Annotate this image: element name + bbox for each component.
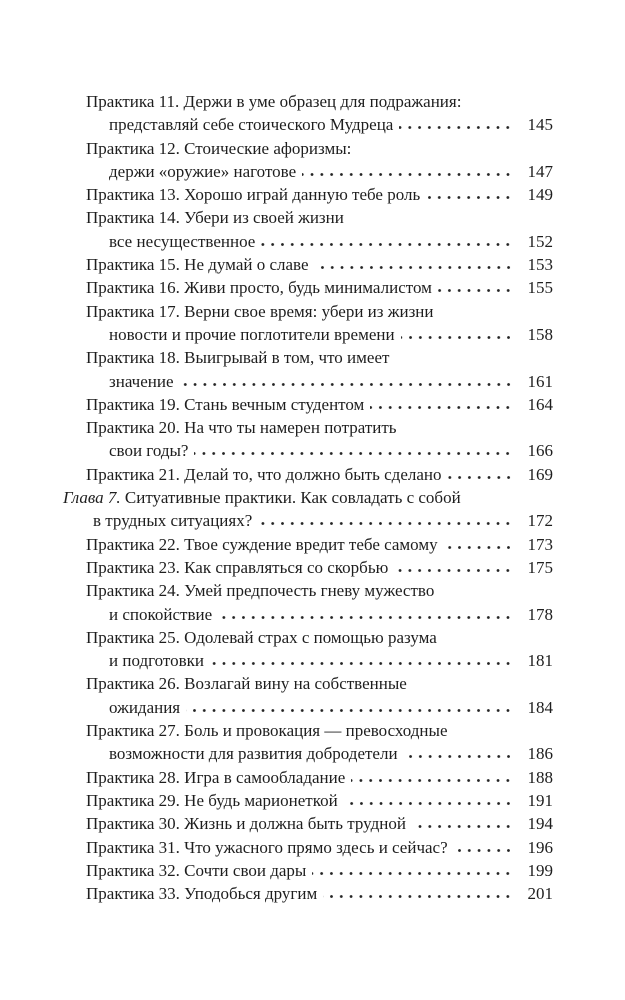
toc-entry bbox=[0, 859, 625, 882]
toc-line bbox=[0, 766, 625, 789]
practice-title: представляй себе стоического Мудреца bbox=[109, 115, 394, 135]
toc-entry bbox=[0, 766, 625, 789]
practice-title: Практика 22. Твое суждение вредит тебе самому bbox=[86, 534, 438, 554]
page-number: 145 bbox=[527, 115, 553, 135]
chapter-title: Глава 7. Ситуативные практики. Как совладать с собой bbox=[63, 488, 461, 508]
dot-leader bbox=[218, 615, 513, 620]
toc-entry bbox=[0, 416, 625, 463]
toc-line bbox=[0, 812, 625, 835]
toc-line bbox=[0, 439, 625, 462]
dot-leader bbox=[426, 195, 513, 200]
dot-leader bbox=[315, 265, 513, 270]
practice-title: Практика 29. Не будь марионеткой bbox=[86, 790, 338, 810]
toc-line bbox=[0, 603, 625, 626]
dot-leader bbox=[351, 778, 513, 783]
toc-line bbox=[0, 276, 625, 299]
toc-line bbox=[0, 836, 625, 859]
toc-entry bbox=[0, 882, 625, 905]
dot-leader bbox=[448, 475, 514, 480]
toc-entry bbox=[0, 533, 625, 556]
page-number: 188 bbox=[527, 767, 553, 787]
toc-line bbox=[0, 393, 625, 416]
dot-leader bbox=[210, 661, 513, 666]
practice-title: возможности для развития добродетели bbox=[109, 744, 398, 764]
page-number: 199 bbox=[527, 860, 553, 880]
practice-title: Практика 27. Боль и провокация — превосходные bbox=[86, 721, 448, 741]
toc-line bbox=[0, 300, 625, 323]
toc-line bbox=[0, 789, 625, 812]
toc-line bbox=[0, 742, 625, 765]
practice-title: Практика 13. Хорошо играй данную тебе роль bbox=[86, 185, 421, 205]
toc-entry bbox=[0, 183, 625, 206]
toc-line bbox=[0, 509, 625, 532]
page-number: 175 bbox=[527, 557, 553, 577]
practice-title: Практика 26. Возлагай вину на собственные bbox=[86, 674, 407, 694]
page-number: 172 bbox=[527, 511, 553, 531]
toc-line bbox=[0, 486, 625, 509]
toc-entry bbox=[0, 463, 625, 486]
toc-line bbox=[0, 463, 625, 486]
toc-line bbox=[0, 696, 625, 719]
toc-line bbox=[0, 160, 625, 183]
page-number: 166 bbox=[527, 441, 553, 461]
toc-entry bbox=[0, 556, 625, 579]
practice-title: Практика 12. Стоические афоризмы: bbox=[86, 138, 352, 158]
dot-leader bbox=[261, 242, 513, 247]
page-number: 184 bbox=[527, 697, 553, 717]
dot-leader bbox=[312, 871, 513, 876]
practice-title: новости и прочие поглотители времени bbox=[109, 324, 395, 344]
dot-leader bbox=[194, 451, 513, 456]
page-number: 194 bbox=[527, 814, 553, 834]
toc-entry bbox=[0, 486, 625, 533]
dot-leader bbox=[404, 754, 513, 759]
toc-entry bbox=[0, 346, 625, 393]
dot-leader bbox=[401, 335, 513, 340]
dot-leader bbox=[444, 545, 513, 550]
practice-title: Практика 20. На что ты намерен потратить bbox=[86, 418, 397, 438]
toc-line bbox=[0, 113, 625, 136]
toc-line bbox=[0, 90, 625, 113]
toc-line bbox=[0, 416, 625, 439]
practice-title: Практика 11. Держи в уме образец для подражания: bbox=[86, 92, 462, 111]
practice-title: Практика 18. Выигрывай в том, что имеет bbox=[86, 348, 390, 368]
toc-line bbox=[0, 882, 625, 905]
practice-title: держи «оружие» наготове bbox=[109, 161, 297, 181]
page-number: 181 bbox=[527, 651, 553, 671]
dot-leader bbox=[344, 801, 513, 806]
practice-title: Практика 21. Делай то, что должно быть сделано bbox=[86, 464, 442, 484]
toc-entry bbox=[0, 626, 625, 673]
practice-title: Практика 25. Одолевай страх с помощью разума bbox=[86, 627, 437, 647]
practice-title: Практика 23. Как справляться со скорбью bbox=[86, 557, 389, 577]
toc-entry bbox=[0, 836, 625, 859]
toc-line bbox=[0, 649, 625, 672]
chapter-title: в трудных ситуациях? bbox=[93, 511, 253, 531]
toc-entry bbox=[0, 579, 625, 626]
dot-leader bbox=[394, 568, 513, 573]
page-number: 201 bbox=[527, 884, 553, 904]
page-number: 196 bbox=[527, 837, 553, 857]
toc-line bbox=[0, 672, 625, 695]
dot-leader bbox=[399, 125, 513, 130]
practice-title: и подготовки bbox=[109, 651, 205, 671]
dot-leader bbox=[323, 894, 513, 899]
page-number: 161 bbox=[527, 371, 553, 391]
toc-entry bbox=[0, 300, 625, 347]
toc-entry bbox=[0, 253, 625, 276]
dot-leader bbox=[258, 521, 513, 526]
toc-line bbox=[0, 137, 625, 160]
page-number: 147 bbox=[527, 161, 553, 181]
practice-title: Практика 30. Жизнь и должна быть трудной bbox=[86, 814, 406, 834]
toc-line bbox=[0, 556, 625, 579]
toc-line bbox=[0, 183, 625, 206]
practice-title: Практика 14. Убери из своей жизни bbox=[86, 208, 344, 228]
toc-line bbox=[0, 533, 625, 556]
practice-title: Практика 16. Живи просто, будь минималистом bbox=[86, 278, 432, 298]
toc-entry bbox=[0, 137, 625, 184]
dot-leader bbox=[454, 848, 513, 853]
dot-leader bbox=[186, 708, 513, 713]
toc-line bbox=[0, 626, 625, 649]
toc-entry bbox=[0, 672, 625, 719]
practice-title: Практика 24. Умей предпочесть гневу мужество bbox=[86, 581, 435, 601]
dot-leader bbox=[370, 405, 513, 410]
practice-title: Практика 31. Что ужасного прямо здесь и сейчас? bbox=[86, 837, 448, 857]
practice-title: значение bbox=[109, 371, 174, 391]
toc-entry bbox=[0, 276, 625, 299]
toc-entry bbox=[0, 90, 625, 137]
page-number: 158 bbox=[527, 324, 553, 344]
practice-title: и спокойствие bbox=[109, 604, 213, 624]
practice-title: Практика 32. Сочти свои дары bbox=[86, 860, 307, 880]
practice-title: Практика 17. Верни свое время: убери из жизни bbox=[86, 301, 434, 321]
practice-title: Практика 28. Игра в самообладание bbox=[86, 767, 346, 787]
page-number: 178 bbox=[527, 604, 553, 624]
page-number: 186 bbox=[527, 744, 553, 764]
toc-line bbox=[0, 206, 625, 229]
toc-entry bbox=[0, 812, 625, 835]
page-number: 164 bbox=[527, 394, 553, 414]
dot-leader bbox=[412, 824, 513, 829]
practice-title: свои годы? bbox=[109, 441, 189, 461]
toc-line bbox=[0, 719, 625, 742]
toc-line bbox=[0, 323, 625, 346]
page-number: 152 bbox=[527, 231, 553, 251]
page-number: 191 bbox=[527, 790, 553, 810]
toc-line bbox=[0, 253, 625, 276]
dot-leader bbox=[180, 382, 513, 387]
chapter-label: Глава 7. bbox=[63, 488, 121, 508]
toc-entry bbox=[0, 206, 625, 253]
toc-line bbox=[0, 230, 625, 253]
practice-title: Практика 33. Уподобься другим bbox=[86, 884, 318, 904]
toc-entry bbox=[0, 393, 625, 416]
page-number: 155 bbox=[527, 278, 553, 298]
toc-entry bbox=[0, 719, 625, 766]
toc-line bbox=[0, 370, 625, 393]
page-number: 169 bbox=[527, 464, 553, 484]
toc-line bbox=[0, 346, 625, 369]
dot-leader bbox=[302, 172, 513, 177]
practice-title: все несущественное bbox=[109, 231, 256, 251]
toc-entry bbox=[0, 789, 625, 812]
page-number: 173 bbox=[527, 534, 553, 554]
practice-title: ожидания bbox=[109, 697, 181, 717]
practice-title: Практика 19. Стань вечным студентом bbox=[86, 394, 365, 414]
dot-leader bbox=[438, 288, 513, 293]
practice-title: Практика 15. Не думай о славе bbox=[86, 255, 309, 275]
toc-line bbox=[0, 859, 625, 882]
toc-line bbox=[0, 579, 625, 602]
page-number: 153 bbox=[527, 255, 553, 275]
page-number: 149 bbox=[527, 185, 553, 205]
